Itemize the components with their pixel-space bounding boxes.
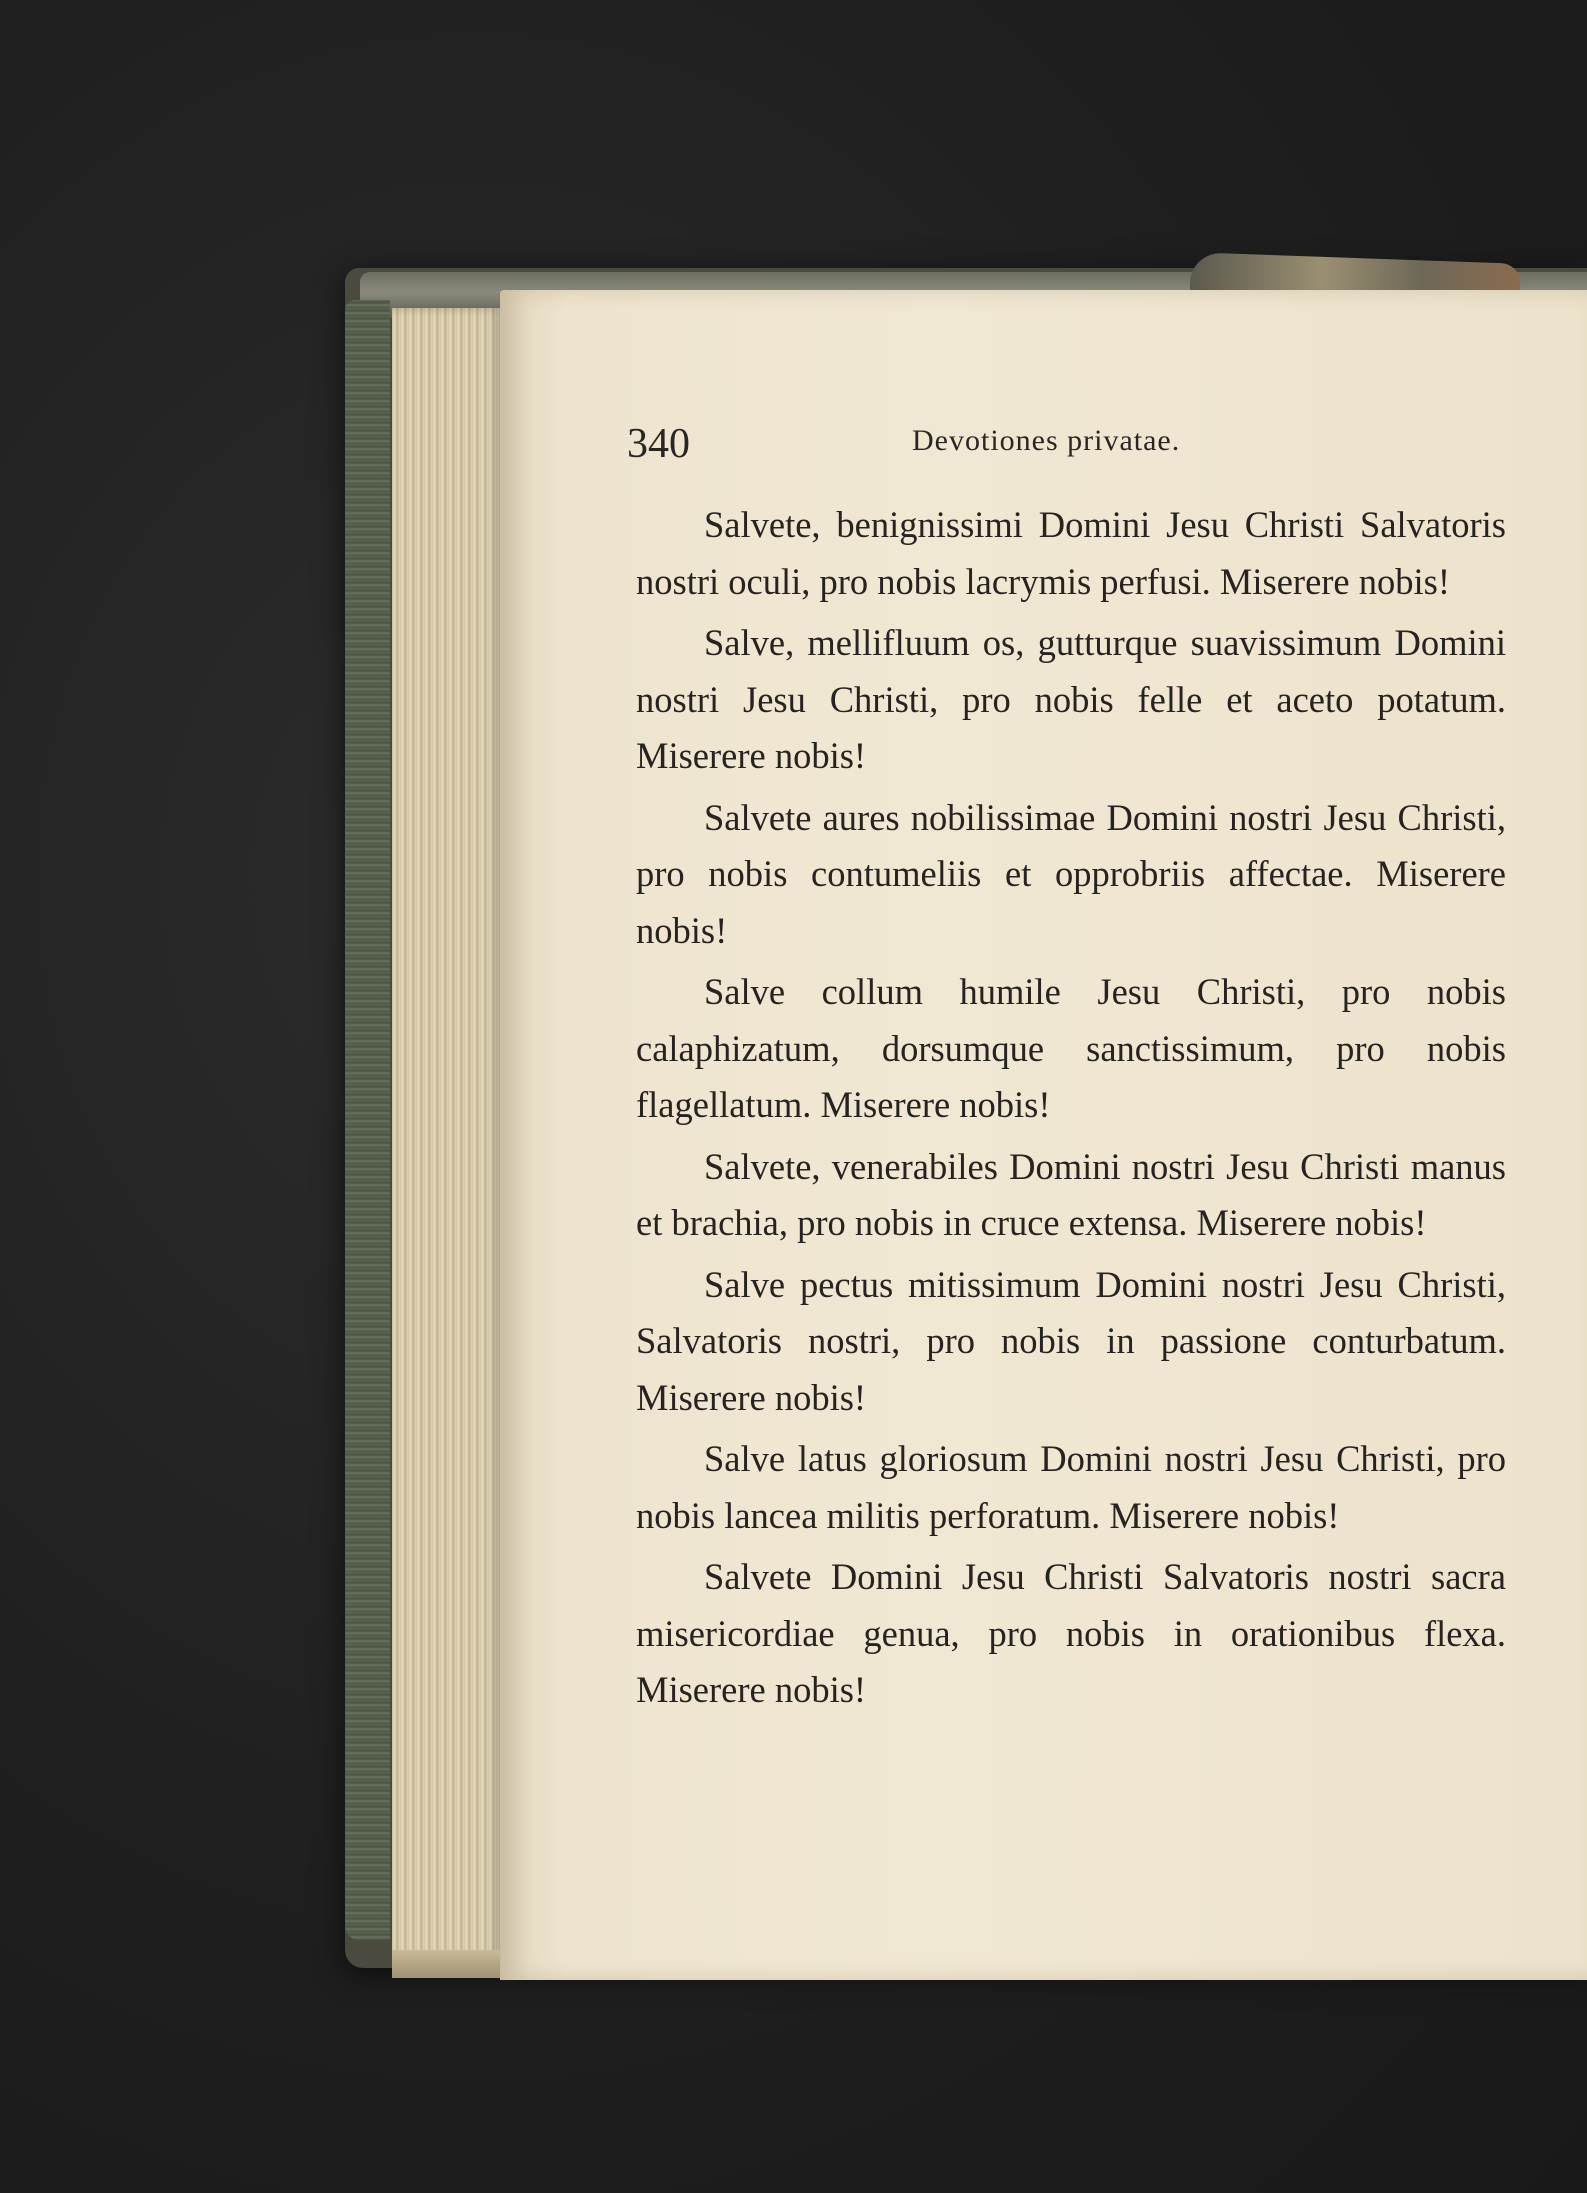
page-body	[636, 497, 1506, 1724]
paragraph-latus: Salve latus gloriosum Domini nostri Jesu Christi, pro nobis lancea militis perforatum. Miserere nobis!	[636, 1438, 1506, 1536]
book-spine	[345, 300, 390, 1940]
page-title: Devotiones privatae.	[912, 424, 1181, 457]
paragraph-collum: Salve collum humile Jesu Christi, pro nobis calaphizatum, dorsumque sanctissimum, pro nobis flagellatum. Miserere nobis!	[636, 971, 1506, 1125]
paragraph-aures: Salvete aures nobilissimae Domini nostri Jesu Christi, pro nobis contumeliis et opprobriis affectae. Miserere nobis!	[636, 796, 1506, 951]
page-edges	[392, 308, 502, 1968]
paragraph-genua: Salvete Domini Jesu Christi Salvatoris nostri sacra misericordiae genua, pro nobis in orationibus flexa. Miserere nobis!	[636, 1556, 1506, 1710]
paragraph-manus: Salvete, venerabiles Domini nostri Jesu Christi manus et brachia, pro nobis in cruce extensa. Miserere nobis!	[636, 1145, 1506, 1243]
paragraph-oculi: Salvete, benignissimi Domini Jesu Christi Salvatoris nostri oculi, pro nobis lacrymis perfusi. Miserere nobis!	[636, 504, 1506, 602]
running-head	[627, 420, 1587, 470]
paragraph-pectus: Salve pectus mitissimum Domini nostri Jesu Christi, Salvatoris nostri, pro nobis in passione conturbatum. Miserere nobis!	[636, 1263, 1506, 1418]
paragraph-os: Salve, mellifluum os, gutturque suavissimum Domini nostri Jesu Christi, pro nobis felle et aceto potatum. Miserere nobis!	[636, 622, 1506, 776]
page-number: 340	[627, 421, 690, 467]
